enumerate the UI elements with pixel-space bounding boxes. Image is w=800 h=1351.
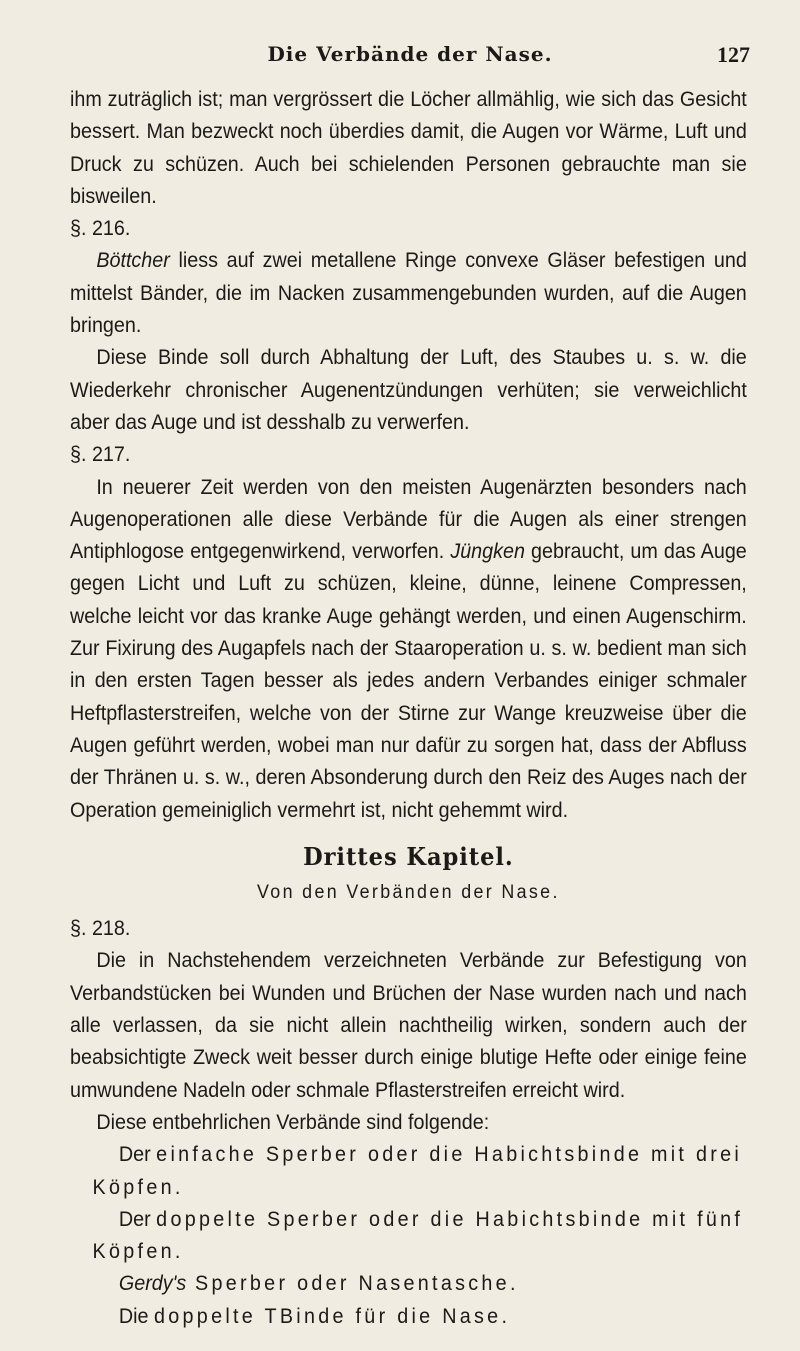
- paragraph-2-text: liess auf zwei metallene Ringe convexe Gläser befestigen und mittelst Bänder, die im Nacken zusammengebunden wurden, auf die Augen bringen.: [70, 249, 747, 338]
- chapter-subtitle: Von den Verbänden der Nase.: [257, 881, 560, 903]
- paragraph-3: Diese Binde soll durch Abhaltung der Luft, des Staubes u. s. w. die Wiederkehr chronischer Augenentzündungen verhüten; sie verweichlicht aber das Auge und ist desshalb zu verwerfen.: [70, 346, 747, 434]
- paragraph-2: [70, 245, 747, 342]
- running-head-title: Die Verbände der Nase.: [267, 42, 553, 66]
- list-item: [70, 1204, 747, 1269]
- paragraph-1: ihm zuträglich ist; man vergrössert die Löcher allmählig, wie sich das Gesicht bessert. Man bezweckt noch überdies damit, die Augen vor Wärme, Luft und Druck zu schüzen. Auch bei schielenden Personen gebrauchte man sie bisweilen.: [70, 88, 747, 208]
- list-item-text: einfache Sperber oder die Habichtsbinde mit drei Köpfen.: [92, 1143, 743, 1199]
- paragraph-6: Diese entbehrlichen Verbände sind folgende:: [96, 1110, 490, 1134]
- list-item: [70, 1268, 747, 1300]
- list-item-text: doppelte TBinde für die Nase.: [153, 1304, 511, 1328]
- list-item-prefix: Die: [118, 1304, 154, 1328]
- list-item: [70, 1139, 747, 1204]
- list-item-text: doppelte Sperber oder die Habichtsbinde mit fünf Köpfen.: [92, 1207, 744, 1264]
- list-item-text: Sperber oder Nasentasche.: [186, 1272, 519, 1296]
- chapter-title: Drittes Kapitel.: [303, 841, 514, 871]
- paragraph-4-text-b: gebraucht, um das Auge gegen Licht und Luft zu schüzen, kleine, dünne, leinene Compressen, welche leicht vor das kranke Auge gehängt werden, und einen Augenschirm. Zur Fixirung des Augapfels nach der Staaroperation u. s. w. bedient man sich in den ersten Tagen besser als jedes andern Verbandes einiger schmaler Heftpflasterstreifen, welche von der Stirne zur Wange kreuzweise über die Augen geführt werden, wobei man nur dafür zu sorgen hat, dass der Abfluss der Thränen u. s. w., deren Absonderung durch den Reiz des Auges nach der Operation gemeiniglich vermehrt ist, nicht gehemmt wird.: [70, 540, 747, 822]
- section-216: §. 216.: [70, 217, 131, 241]
- list-item: [70, 1301, 747, 1333]
- page-number: 127: [717, 42, 750, 67]
- paragraph-4: [70, 472, 747, 827]
- paragraph-5: Die in Nachstehendem verzeichneten Verbände zur Befestigung von Verbandstücken bei Wunden und Brüchen der Nase wurden nach und nach alle verlassen, da sie nicht allein nachtheilig wirken, sondern auch der beabsichtigte Zweck weit besser durch einige blutige Hefte oder einige feine umwundene Nadeln oder schmale Pflasterstreifen erreicht wird.: [70, 949, 747, 1102]
- author-name: Böttcher: [96, 249, 170, 273]
- author-name: Gerdy's: [118, 1272, 187, 1296]
- running-head: [70, 42, 750, 78]
- section-218: §. 218.: [70, 917, 131, 941]
- author-name: Jüngken: [450, 540, 525, 564]
- body-text: [70, 84, 747, 1333]
- paragraph-4-text-a: In neuerer Zeit werden von den meisten Augenärzten besonders nach Augenoperationen alle diese Verbände für die Augen als einer strengen Antiphlogose entgegenwirkend, verworfen.: [70, 475, 747, 564]
- section-217: §. 217.: [70, 443, 131, 467]
- list-item-prefix: Der: [118, 1207, 157, 1231]
- list-item-prefix: Der: [118, 1143, 157, 1167]
